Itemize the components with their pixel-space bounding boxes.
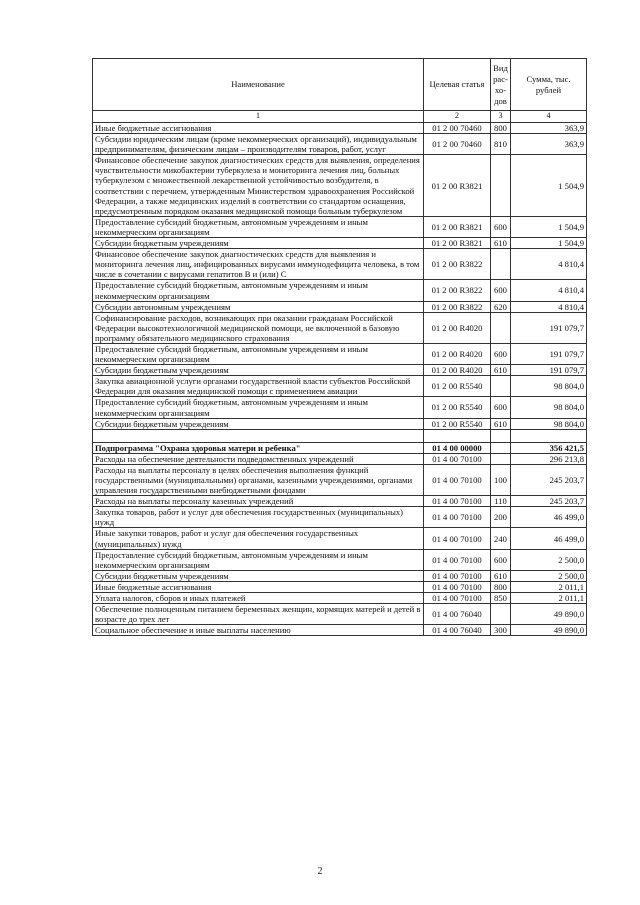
table-row bbox=[93, 549, 587, 570]
row-sum-cell: 2 500,0 bbox=[511, 549, 587, 570]
row-code-cell bbox=[424, 429, 491, 442]
row-vid-cell: 620 bbox=[491, 301, 511, 312]
row-sum-cell: 4 810,4 bbox=[511, 301, 587, 312]
row-vid-cell: 600 bbox=[491, 280, 511, 301]
row-sum-cell: 245 203,7 bbox=[511, 496, 587, 507]
table-row bbox=[93, 442, 587, 453]
budget-table bbox=[92, 58, 587, 636]
row-vid-cell bbox=[491, 604, 511, 625]
row-code-cell: 01 4 00 76040 bbox=[424, 604, 491, 625]
table-row bbox=[93, 453, 587, 464]
row-sum-cell: 98 804,0 bbox=[511, 376, 587, 397]
table-body bbox=[93, 123, 587, 636]
column-number: 2 bbox=[424, 111, 491, 123]
row-code-cell: 01 4 00 70100 bbox=[424, 507, 491, 528]
row-code-cell: 01 2 00 R3821 bbox=[424, 238, 491, 249]
row-sum-cell: 98 804,0 bbox=[511, 397, 587, 418]
row-vid-cell: 610 bbox=[491, 365, 511, 376]
column-number-row bbox=[93, 111, 587, 123]
table-row bbox=[93, 249, 587, 280]
row-name-cell: Обеспечение полноценным питанием беременных женщин, кормящих матерей и детей в возрасте до трех лет bbox=[93, 604, 424, 625]
row-vid-cell: 610 bbox=[491, 238, 511, 249]
row-code-cell: 01 2 00 R3822 bbox=[424, 280, 491, 301]
row-sum-cell: 46 499,0 bbox=[511, 507, 587, 528]
table-row bbox=[93, 280, 587, 301]
row-name-cell: Иные бюджетные ассигнования bbox=[93, 581, 424, 592]
table-row bbox=[93, 625, 587, 636]
row-sum-cell: 191 079,7 bbox=[511, 343, 587, 364]
column-number: 3 bbox=[491, 111, 511, 123]
column-number: 4 bbox=[511, 111, 587, 123]
table-row bbox=[93, 238, 587, 249]
table-row bbox=[93, 507, 587, 528]
table-row bbox=[93, 418, 587, 429]
table-row bbox=[93, 216, 587, 237]
row-vid-cell: 200 bbox=[491, 507, 511, 528]
page-number: 2 bbox=[317, 866, 323, 877]
row-code-cell: 01 2 00 R5540 bbox=[424, 376, 491, 397]
column-number: 1 bbox=[93, 111, 424, 123]
row-sum-cell: 191 079,7 bbox=[511, 365, 587, 376]
row-code-cell: 01 2 00 R5540 bbox=[424, 397, 491, 418]
table-row bbox=[93, 496, 587, 507]
row-sum-cell: 98 804,0 bbox=[511, 418, 587, 429]
row-name-cell: Предоставление субсидий бюджетным, автономным учреждениям и иным некоммерческим организациям bbox=[93, 343, 424, 364]
row-name-cell: Финансовое обеспечение закупок диагностических средств для выявления, определения чувствительности микобактерии туберкулеза и мониторинга лечения лиц, больных туберкулезом с множественной лекарственной устойчивостью возбудителя, в соответствии с перечнем, утвержденным Министерством здравоохранения Российской Федерации, а также медицинских изделий в соответствии со стандартом оснащения, предусмотренным порядком оказания медицинской помощи больным туберкулезом bbox=[93, 155, 424, 217]
row-sum-cell bbox=[511, 429, 587, 442]
table-row bbox=[93, 429, 587, 442]
row-name-cell: Социальное обеспечение и иные выплаты населению bbox=[93, 625, 424, 636]
table-row bbox=[93, 312, 587, 343]
row-code-cell: 01 4 00 70100 bbox=[424, 549, 491, 570]
row-sum-cell: 363,9 bbox=[511, 134, 587, 155]
row-code-cell: 01 4 00 70100 bbox=[424, 453, 491, 464]
table-header-row bbox=[93, 59, 587, 111]
table-row bbox=[93, 376, 587, 397]
row-sum-cell: 4 810,4 bbox=[511, 280, 587, 301]
row-name-cell: Субсидии бюджетным учреждениям bbox=[93, 238, 424, 249]
row-vid-cell: 110 bbox=[491, 496, 511, 507]
row-vid-cell: 600 bbox=[491, 343, 511, 364]
row-vid-cell: 600 bbox=[491, 549, 511, 570]
row-name-cell: Субсидии бюджетным учреждениям bbox=[93, 365, 424, 376]
row-vid-cell bbox=[491, 442, 511, 453]
row-vid-cell: 850 bbox=[491, 593, 511, 604]
row-vid-cell: 800 bbox=[491, 581, 511, 592]
row-name-cell: Субсидии юридическим лицам (кроме некоммерческих организаций), индивидуальным предпринимателям, физическим лицам – производителям товаров, работ, услуг bbox=[93, 134, 424, 155]
table-row bbox=[93, 301, 587, 312]
row-name-cell: Закупка авиационной услуги органами государственной власти субъектов Российской Федерации для оказания медицинской помощи с применением авиации bbox=[93, 376, 424, 397]
row-name-cell: Иные закупки товаров, работ и услуг для обеспечения государственных (муниципальных) нужд bbox=[93, 528, 424, 549]
row-code-cell: 01 2 00 70460 bbox=[424, 123, 491, 134]
table-row bbox=[93, 365, 587, 376]
row-name-cell: Предоставление субсидий бюджетным, автономным учреждениям и иным некоммерческим организациям bbox=[93, 549, 424, 570]
row-code-cell: 01 4 00 70100 bbox=[424, 528, 491, 549]
row-vid-cell: 610 bbox=[491, 570, 511, 581]
row-name-cell: Расходы на выплаты персоналу казенных учреждений bbox=[93, 496, 424, 507]
row-code-cell: 01 4 00 70100 bbox=[424, 464, 491, 495]
row-sum-cell: 1 504,9 bbox=[511, 155, 587, 217]
header-vid: Вид рас-хо-дов bbox=[491, 59, 511, 111]
row-vid-cell: 100 bbox=[491, 464, 511, 495]
table-row bbox=[93, 343, 587, 364]
header-sum: Сумма, тыс. рублей bbox=[511, 59, 587, 111]
row-name-cell: Предоставление субсидий бюджетным, автономным учреждениям и иным некоммерческим организациям bbox=[93, 280, 424, 301]
row-name-cell: Уплата налогов, сборов и иных платежей bbox=[93, 593, 424, 604]
row-code-cell: 01 4 00 00000 bbox=[424, 442, 491, 453]
row-vid-cell: 610 bbox=[491, 418, 511, 429]
table-row bbox=[93, 581, 587, 592]
row-sum-cell: 363,9 bbox=[511, 123, 587, 134]
row-sum-cell: 46 499,0 bbox=[511, 528, 587, 549]
row-code-cell: 01 2 00 R4020 bbox=[424, 365, 491, 376]
row-code-cell: 01 4 00 70100 bbox=[424, 593, 491, 604]
table-row bbox=[93, 570, 587, 581]
header-code: Целевая статья bbox=[424, 59, 491, 111]
table-row bbox=[93, 134, 587, 155]
row-vid-cell: 810 bbox=[491, 134, 511, 155]
row-code-cell: 01 4 00 70100 bbox=[424, 581, 491, 592]
row-sum-cell: 49 890,0 bbox=[511, 625, 587, 636]
header-name: Наименование bbox=[93, 59, 424, 111]
row-vid-cell bbox=[491, 312, 511, 343]
row-code-cell: 01 2 00 R3822 bbox=[424, 301, 491, 312]
row-sum-cell: 1 504,9 bbox=[511, 216, 587, 237]
row-name-cell: Субсидии бюджетным учреждениям bbox=[93, 570, 424, 581]
row-code-cell: 01 2 00 R4020 bbox=[424, 312, 491, 343]
row-sum-cell: 2 011,1 bbox=[511, 581, 587, 592]
row-code-cell: 01 4 00 76040 bbox=[424, 625, 491, 636]
row-vid-cell bbox=[491, 249, 511, 280]
row-sum-cell: 356 421,5 bbox=[511, 442, 587, 453]
row-name-cell: Софинансирование расходов, возникающих при оказании гражданам Российской Федерации высокотехнологичной медицинской помощи, не включенной в базовую программу обязательного медицинского страхования bbox=[93, 312, 424, 343]
row-sum-cell: 4 810,4 bbox=[511, 249, 587, 280]
table-row bbox=[93, 593, 587, 604]
row-sum-cell: 191 079,7 bbox=[511, 312, 587, 343]
row-code-cell: 01 2 00 R3821 bbox=[424, 155, 491, 217]
row-code-cell: 01 2 00 R5540 bbox=[424, 418, 491, 429]
row-name-cell: Подпрограмма "Охрана здоровья матери и ребенка" bbox=[93, 442, 424, 453]
row-vid-cell bbox=[491, 453, 511, 464]
row-sum-cell: 245 203,7 bbox=[511, 464, 587, 495]
row-code-cell: 01 2 00 70460 bbox=[424, 134, 491, 155]
table-row bbox=[93, 155, 587, 217]
row-vid-cell: 600 bbox=[491, 216, 511, 237]
row-code-cell: 01 2 00 R3822 bbox=[424, 249, 491, 280]
row-code-cell: 01 2 00 R3821 bbox=[424, 216, 491, 237]
row-name-cell: Расходы на выплаты персоналу в целях обеспечения выполнения функций государственными (муниципальными) органами, казенными учреждениями, органами управления государственными внебюджетными фондами bbox=[93, 464, 424, 495]
row-name-cell: Расходы на обеспечение деятельности подведомственных учреждений bbox=[93, 453, 424, 464]
row-vid-cell bbox=[491, 155, 511, 217]
row-sum-cell: 1 504,9 bbox=[511, 238, 587, 249]
row-name-cell: Закупка товаров, работ и услуг для обеспечения государственных (муниципальных) нужд bbox=[93, 507, 424, 528]
row-name-cell: Предоставление субсидий бюджетным, автономным учреждениям и иным некоммерческим организациям bbox=[93, 397, 424, 418]
row-code-cell: 01 2 00 R4020 bbox=[424, 343, 491, 364]
row-name-cell: Субсидии бюджетным учреждениям bbox=[93, 418, 424, 429]
table-row bbox=[93, 123, 587, 134]
table-row bbox=[93, 604, 587, 625]
table-row bbox=[93, 464, 587, 495]
table-row bbox=[93, 528, 587, 549]
row-sum-cell: 49 890,0 bbox=[511, 604, 587, 625]
table-row bbox=[93, 397, 587, 418]
row-code-cell: 01 4 00 70100 bbox=[424, 570, 491, 581]
row-vid-cell: 600 bbox=[491, 397, 511, 418]
row-sum-cell: 296 213,8 bbox=[511, 453, 587, 464]
row-vid-cell bbox=[491, 376, 511, 397]
row-vid-cell: 240 bbox=[491, 528, 511, 549]
row-name-cell: Финансовое обеспечение закупок диагностических средств для выявления и мониторинга лечения лиц, инфицированных вирусами иммунодефицита человека, в том числе в сочетании с вирусами гепатитов B и (или) C bbox=[93, 249, 424, 280]
row-vid-cell: 300 bbox=[491, 625, 511, 636]
row-name-cell bbox=[93, 429, 424, 442]
row-name-cell: Предоставление субсидий бюджетным, автономным учреждениям и иным некоммерческим организациям bbox=[93, 216, 424, 237]
row-vid-cell bbox=[491, 429, 511, 442]
row-vid-cell: 800 bbox=[491, 123, 511, 134]
row-sum-cell: 2 500,0 bbox=[511, 570, 587, 581]
row-code-cell: 01 4 00 70100 bbox=[424, 496, 491, 507]
row-name-cell: Иные бюджетные ассигнования bbox=[93, 123, 424, 134]
row-sum-cell: 2 011,1 bbox=[511, 593, 587, 604]
row-name-cell: Субсидии автономным учреждениям bbox=[93, 301, 424, 312]
